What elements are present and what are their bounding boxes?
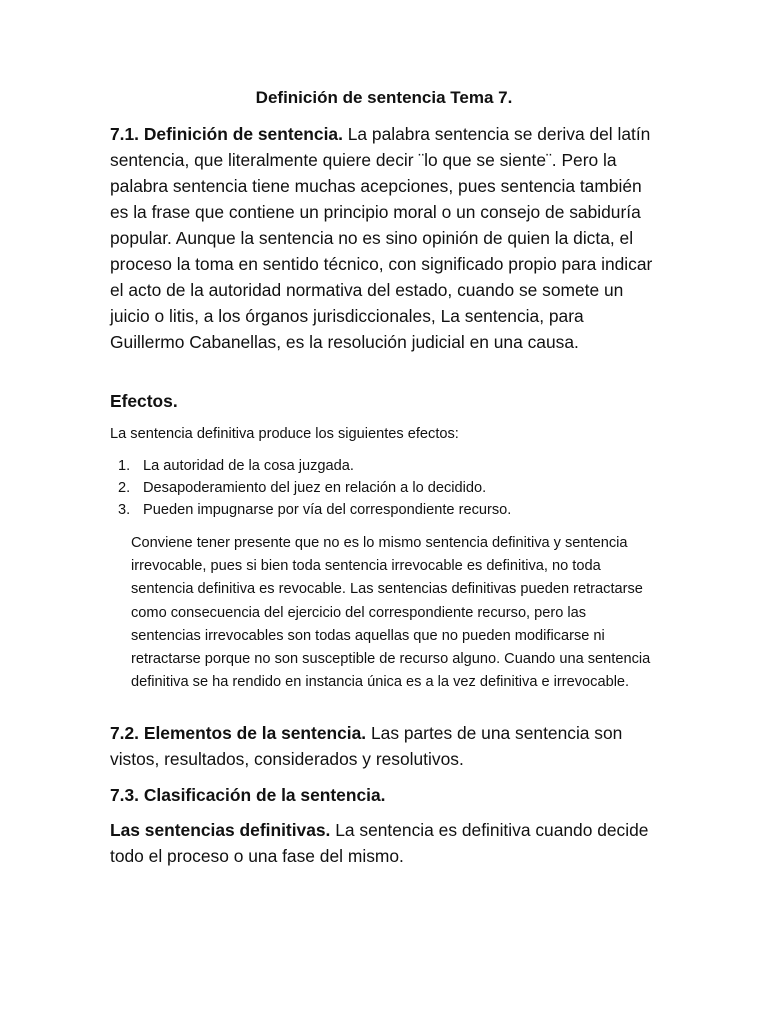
list-item	[118, 477, 638, 499]
list-item-number: 3.	[118, 502, 131, 518]
efectos-note: Conviene tener presente que no es lo mismo sentencia definitiva y sentencia irrevocable, pues si bien toda sentencia irrevocable es definitiva, no toda sentencia definitiva es revocable. Las sentencias definitivas pueden retractarse como consecuencia del ejercicio del correspondiente recurso, pero las sentencias irrevocables son todas aquellas que no pueden modificarse ni retractarse porque no son susceptible de recurso alguno. Cuando una sentencia definitiva se ha rendido en instancia única es a la vez definitiva e irrevocable.	[131, 535, 651, 691]
section-elementos-text: Las partes de una sentencia son vistos, resultados, considerados y resolutivos.	[110, 723, 623, 769]
section-elementos-heading: 7.2. Elementos de la sentencia.	[110, 723, 367, 743]
section-definicion-heading: 7.1. Definición de sentencia.	[110, 124, 343, 144]
section-definicion	[110, 121, 655, 355]
document-title: Definición de sentencia Tema 7.	[255, 88, 513, 107]
list-item-text: La autoridad de la cosa juzgada.	[143, 458, 354, 474]
efectos-heading: Efectos.	[110, 391, 178, 411]
section-clasificacion-heading: 7.3. Clasificación de la sentencia.	[110, 785, 386, 805]
list-item-text: Desapoderamiento del juez en relación a lo decidido.	[143, 480, 487, 496]
section-definitivas	[110, 817, 655, 869]
section-definicion-text: La palabra sentencia se deriva del latín sentencia, que literalmente quiere decir ¨lo que se siente¨. Pero la palabra sentencia tiene muchas acepciones, pues sentencia también es la frase que contiene un principio moral o un consejo de sabiduría popular. Aunque la sentencia no es sino opinión de quien la dicta, el proceso la toma en sentido técnico, con significado propio para indicar el acto de la autoridad normativa del estado, cuando se somete un juicio o litis, a los órganos jurisdiccionales, La sentencia, para Guillermo Cabanellas, es la resolución judicial en una causa.	[110, 124, 653, 352]
list-item-text: Pueden impugnarse por vía del correspondiente recurso.	[143, 502, 512, 518]
efectos-intro: La sentencia definitiva produce los siguientes efectos:	[110, 426, 459, 442]
list-item	[118, 499, 638, 521]
list-item-number: 2.	[118, 480, 131, 496]
list-item	[118, 455, 638, 477]
efectos-list	[118, 455, 638, 521]
list-item-number: 1.	[118, 458, 131, 474]
section-elementos	[110, 720, 655, 772]
section-definitivas-text: La sentencia es definitiva cuando decide todo el proceso o una fase del mismo.	[110, 820, 649, 866]
section-definitivas-heading: Las sentencias definitivas.	[110, 820, 331, 840]
